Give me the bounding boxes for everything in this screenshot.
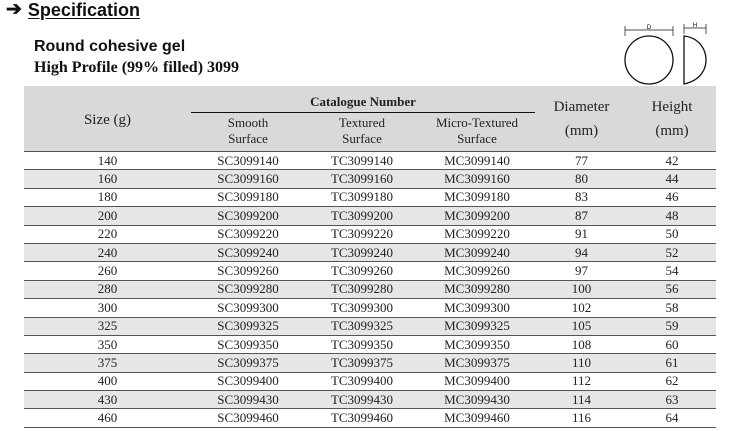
micro-textured-catalogue-cell: MC3099350 — [419, 335, 535, 353]
micro-textured-surface-header — [419, 113, 535, 152]
section-title: Specification — [27, 0, 140, 20]
textured-catalogue-cell: TC3099350 — [305, 335, 419, 353]
smooth-catalogue-cell: SC3099375 — [191, 354, 305, 372]
table-row — [24, 207, 716, 225]
diameter-cell: 97 — [535, 262, 628, 280]
diameter-cell: 108 — [535, 335, 628, 353]
height-cell: 58 — [628, 299, 716, 317]
size-cell: 460 — [24, 409, 191, 427]
textured-catalogue-cell: TC3099325 — [305, 317, 419, 335]
smooth-catalogue-cell: SC3099400 — [191, 372, 305, 390]
micro-textured-catalogue-cell: MC3099220 — [419, 225, 535, 243]
table-row — [24, 152, 716, 170]
height-cell: 59 — [628, 317, 716, 335]
textured-catalogue-cell: TC3099240 — [305, 243, 419, 261]
size-cell: 240 — [24, 243, 191, 261]
smooth-catalogue-cell: SC3099260 — [191, 262, 305, 280]
size-cell: 200 — [24, 207, 191, 225]
arrow-right-icon: ➔ — [6, 0, 22, 20]
table-row — [24, 299, 716, 317]
diameter-label: D — [646, 25, 652, 31]
micro-textured-catalogue-cell: MC3099180 — [419, 188, 535, 206]
size-cell: 160 — [24, 170, 191, 188]
diameter-cell: 102 — [535, 299, 628, 317]
size-cell: 325 — [24, 317, 191, 335]
table-row — [24, 372, 716, 390]
size-cell: 375 — [24, 354, 191, 372]
size-cell: 180 — [24, 188, 191, 206]
diameter-header-line1: Diameter — [553, 98, 610, 115]
height-label: H — [692, 23, 698, 29]
micro-textured-catalogue-cell: MC3099140 — [419, 152, 535, 170]
micro-header-line1: Micro-Textured — [435, 115, 519, 130]
diameter-cell: 83 — [535, 188, 628, 206]
size-cell: 260 — [24, 262, 191, 280]
smooth-catalogue-cell: SC3099180 — [191, 188, 305, 206]
height-cell: 42 — [628, 152, 716, 170]
height-header-line1: Height — [651, 98, 693, 115]
smooth-catalogue-cell: SC3099325 — [191, 317, 305, 335]
micro-textured-catalogue-cell: MC3099375 — [419, 354, 535, 372]
smooth-catalogue-cell: SC3099350 — [191, 335, 305, 353]
size-cell: 280 — [24, 280, 191, 298]
micro-header-line2: Surface — [457, 131, 497, 146]
section-heading — [6, 0, 140, 20]
height-cell: 56 — [628, 280, 716, 298]
table-row — [24, 225, 716, 243]
diameter-cell: 116 — [535, 409, 628, 427]
diameter-cell: 77 — [535, 152, 628, 170]
micro-textured-catalogue-cell: MC3099400 — [419, 372, 535, 390]
micro-textured-catalogue-cell: MC3099260 — [419, 262, 535, 280]
textured-header-line1: Textured — [338, 115, 385, 130]
size-cell: 300 — [24, 299, 191, 317]
diameter-header-line2: (mm) — [564, 122, 599, 139]
textured-catalogue-cell: TC3099160 — [305, 170, 419, 188]
textured-catalogue-cell: TC3099200 — [305, 207, 419, 225]
size-cell: 400 — [24, 372, 191, 390]
table-row — [24, 317, 716, 335]
diameter-header — [535, 86, 628, 152]
diameter-cell: 94 — [535, 243, 628, 261]
smooth-catalogue-cell: SC3099240 — [191, 243, 305, 261]
height-cell: 52 — [628, 243, 716, 261]
diameter-cell: 80 — [535, 170, 628, 188]
smooth-catalogue-cell: SC3099280 — [191, 280, 305, 298]
diameter-cell: 91 — [535, 225, 628, 243]
smooth-catalogue-cell: SC3099220 — [191, 225, 305, 243]
table-row — [24, 188, 716, 206]
diameter-cell: 112 — [535, 372, 628, 390]
textured-catalogue-cell: TC3099140 — [305, 152, 419, 170]
smooth-catalogue-cell: SC3099160 — [191, 170, 305, 188]
textured-header-line2: Surface — [342, 131, 382, 146]
height-cell: 54 — [628, 262, 716, 280]
diameter-cell: 105 — [535, 317, 628, 335]
table-row — [24, 243, 716, 261]
height-cell: 64 — [628, 409, 716, 427]
table-row — [24, 409, 716, 427]
textured-catalogue-cell: TC3099260 — [305, 262, 419, 280]
textured-catalogue-cell: TC3099280 — [305, 280, 419, 298]
textured-catalogue-cell: TC3099180 — [305, 188, 419, 206]
micro-textured-catalogue-cell: MC3099300 — [419, 299, 535, 317]
micro-textured-catalogue-cell: MC3099160 — [419, 170, 535, 188]
product-name: Round cohesive gel — [34, 38, 186, 55]
size-cell: 140 — [24, 152, 191, 170]
height-cell: 62 — [628, 372, 716, 390]
table-row — [24, 170, 716, 188]
height-header — [628, 86, 716, 152]
textured-catalogue-cell: TC3099430 — [305, 391, 419, 409]
diameter-cell: 114 — [535, 391, 628, 409]
diameter-cell: 100 — [535, 280, 628, 298]
micro-textured-catalogue-cell: MC3099200 — [419, 207, 535, 225]
size-cell: 430 — [24, 391, 191, 409]
textured-catalogue-cell: TC3099460 — [305, 409, 419, 427]
size-cell: 350 — [24, 335, 191, 353]
micro-textured-catalogue-cell: MC3099325 — [419, 317, 535, 335]
textured-catalogue-cell: TC3099375 — [305, 354, 419, 372]
smooth-header-line2: Surface — [228, 131, 268, 146]
micro-textured-catalogue-cell: MC3099430 — [419, 391, 535, 409]
textured-catalogue-cell: TC3099400 — [305, 372, 419, 390]
smooth-catalogue-cell: SC3099430 — [191, 391, 305, 409]
size-cell: 220 — [24, 225, 191, 243]
smooth-catalogue-cell: SC3099140 — [191, 152, 305, 170]
product-profile: High Profile (99% filled) 3099 — [34, 59, 240, 76]
micro-textured-catalogue-cell: MC3099460 — [419, 409, 535, 427]
table-row — [24, 391, 716, 409]
height-header-line2: (mm) — [655, 122, 689, 139]
table-row — [24, 280, 716, 298]
smooth-catalogue-cell: SC3099300 — [191, 299, 305, 317]
smooth-catalogue-cell: SC3099200 — [191, 207, 305, 225]
diameter-cell: 110 — [535, 354, 628, 372]
height-cell: 50 — [628, 225, 716, 243]
height-cell: 63 — [628, 391, 716, 409]
table-row — [24, 354, 716, 372]
front-view-circle — [625, 25, 673, 84]
textured-catalogue-cell: TC3099220 — [305, 225, 419, 243]
size-header: Size (g) — [24, 86, 191, 152]
diameter-cell: 87 — [535, 207, 628, 225]
textured-catalogue-cell: TC3099300 — [305, 299, 419, 317]
table-row — [24, 335, 716, 353]
height-cell: 48 — [628, 207, 716, 225]
catalogue-number-header: Catalogue Number — [191, 86, 535, 113]
smooth-catalogue-cell: SC3099460 — [191, 409, 305, 427]
implant-dimension-diagram — [622, 22, 712, 88]
specification-table-body — [24, 152, 716, 428]
height-cell: 46 — [628, 188, 716, 206]
table-row — [24, 262, 716, 280]
height-cell: 61 — [628, 354, 716, 372]
micro-textured-catalogue-cell: MC3099280 — [419, 280, 535, 298]
height-cell: 44 — [628, 170, 716, 188]
micro-textured-catalogue-cell: MC3099240 — [419, 243, 535, 261]
height-cell: 60 — [628, 335, 716, 353]
specification-table — [24, 86, 716, 428]
smooth-surface-header — [191, 113, 305, 152]
side-view-profile — [684, 23, 706, 84]
smooth-header-line1: Smooth — [227, 115, 269, 130]
textured-surface-header — [305, 113, 419, 152]
